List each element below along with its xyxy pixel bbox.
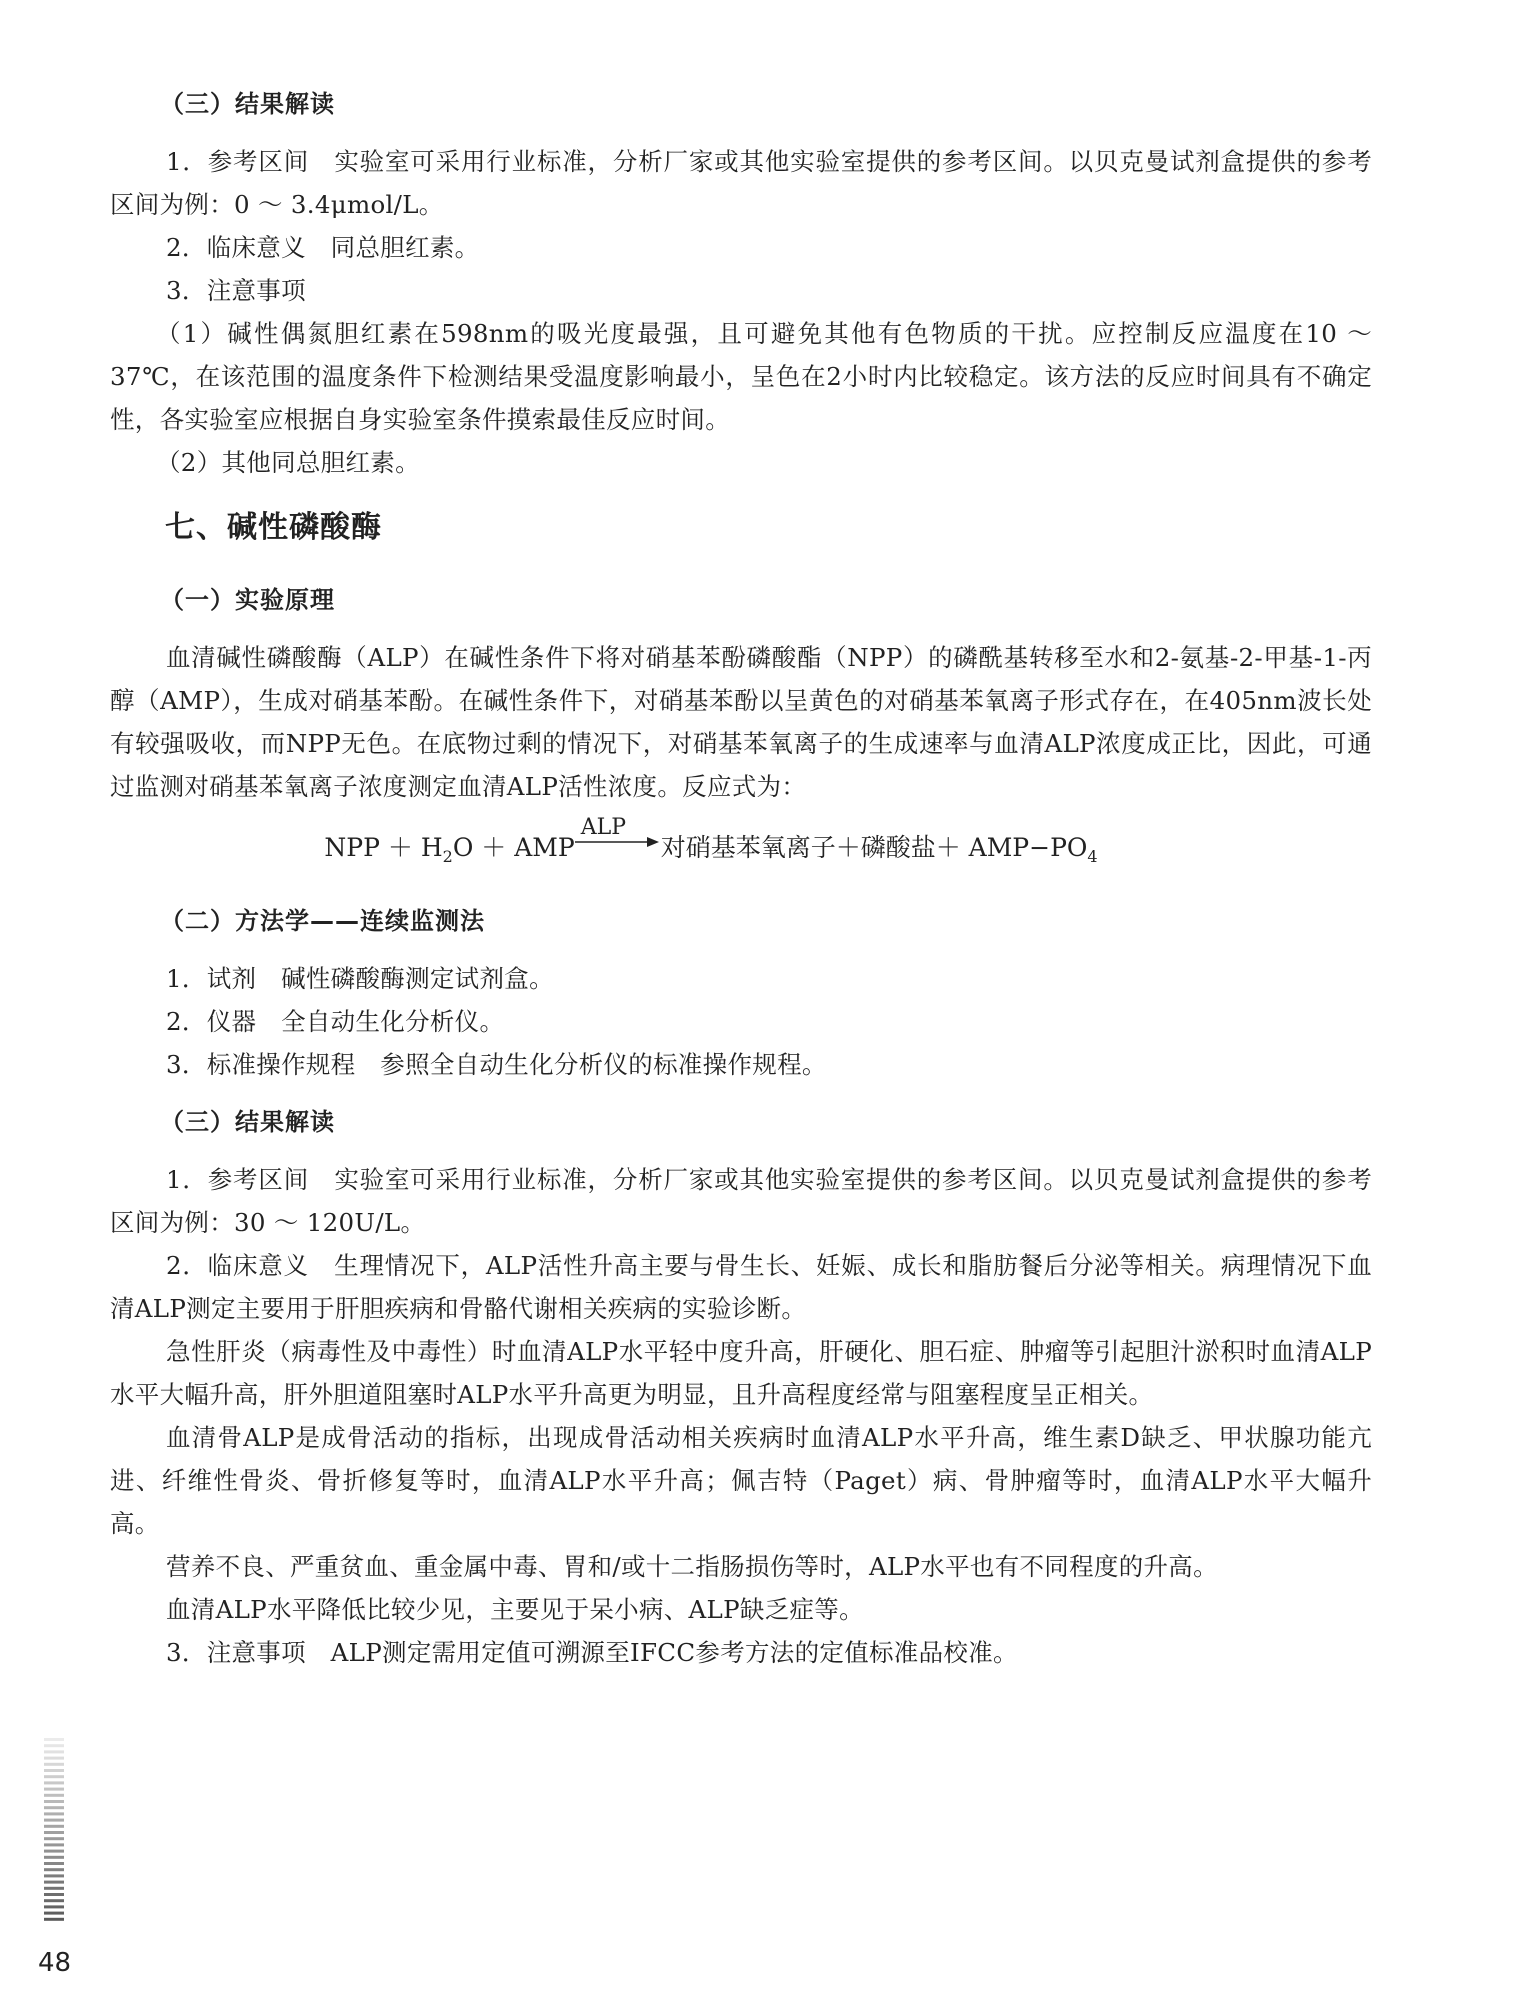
margin-bar — [44, 1918, 64, 1921]
chapter-title: 七、碱性磷酸酶 — [165, 510, 382, 545]
page-content — [110, 84, 1372, 1674]
margin-decoration-bars — [44, 1738, 64, 1928]
margin-bar — [44, 1893, 64, 1896]
margin-bar — [44, 1806, 64, 1809]
paragraph-reference-range-1: 1．参考区间 实验室可采用行业标准，分析厂家或其他实验室提供的参考区间。以贝克曼试剂盒提供的参考区间为例：0 ～ 3.4μmol/L。 — [110, 147, 1372, 219]
margin-bar — [44, 1775, 64, 1778]
margin-bar — [44, 1843, 64, 1846]
page-number: 48 — [38, 1948, 72, 1978]
paragraph-notes-title-1: 3．注意事项 — [166, 276, 306, 305]
section-heading-results-1: （三）结果解读 — [160, 90, 335, 118]
section-heading-principle: （一）实验原理 — [160, 586, 335, 614]
margin-bar — [44, 1781, 64, 1784]
formula-right-a: 对硝基苯氧离子＋磷酸盐＋ AMP−PO — [660, 833, 1088, 862]
reaction-formula — [110, 815, 1372, 877]
paragraph-bone-alp: 血清骨ALP是成骨活动的指标，出现成骨活动相关疾病时血清ALP水平升高，维生素D缺乏、甲状腺功能亢进、纤维性骨炎、骨折修复等时，血清ALP水平升高；佩吉特（Paget）病、骨肿瘤等时，血清ALP水平大幅升高。 — [110, 1423, 1372, 1538]
margin-bar — [44, 1868, 64, 1871]
formula-left-sub: 2 — [442, 847, 453, 866]
margin-bar — [44, 1757, 64, 1760]
paragraph-note-2: （2）其他同总胆红素。 — [156, 448, 420, 477]
margin-bar — [44, 1794, 64, 1797]
margin-bar — [44, 1744, 64, 1747]
arrow-label: ALP — [580, 815, 627, 840]
margin-bar — [44, 1825, 64, 1828]
margin-bar — [44, 1874, 64, 1877]
list-item-reagent: 1．试剂 碱性磷酸酶测定试剂盒。 — [166, 964, 554, 993]
paragraph-decrease: 血清ALP水平降低比较少见，主要见于呆小病、ALP缺乏症等。 — [166, 1595, 864, 1624]
margin-bar — [44, 1819, 64, 1822]
paragraph-notes-2: 3．注意事项 ALP测定需用定值可溯源至IFCC参考方法的定值标准品校准。 — [166, 1638, 1018, 1667]
paragraph-reference-range-2: 1．参考区间 实验室可采用行业标准，分析厂家或其他实验室提供的参考区间。以贝克曼试剂盒提供的参考区间为例：30 ～ 120U/L。 — [110, 1165, 1372, 1237]
section-heading-methodology: （二）方法学——连续监测法 — [160, 907, 485, 935]
margin-bar — [44, 1856, 64, 1859]
margin-bar — [44, 1912, 64, 1915]
list-item-sop: 3．标准操作规程 参照全自动生化分析仪的标准操作规程。 — [166, 1050, 827, 1079]
formula-left-a: NPP ＋ H — [324, 833, 443, 862]
paragraph-malnutrition: 营养不良、严重贫血、重金属中毒、胃和/或十二指肠损伤等时，ALP水平也有不同程度的升高。 — [166, 1552, 1218, 1581]
margin-bar — [44, 1763, 64, 1766]
margin-bar — [44, 1887, 64, 1890]
arrow-right-icon — [575, 836, 659, 848]
paragraph-clinical-significance-1: 2．临床意义 同总胆红素。 — [166, 233, 480, 262]
margin-bar — [44, 1837, 64, 1840]
margin-bar — [44, 1738, 64, 1741]
margin-bar — [44, 1750, 64, 1753]
section-heading-results-2: （三）结果解读 — [160, 1108, 335, 1136]
margin-bar — [44, 1905, 64, 1908]
margin-bar — [44, 1831, 64, 1834]
paragraph-principle: 血清碱性磷酸酶（ALP）在碱性条件下将对硝基苯酚磷酸酯（NPP）的磷酰基转移至水和2-氨基-2-甲基-1-丙醇（AMP），生成对硝基苯酚。在碱性条件下，对硝基苯酚以呈黄色的对硝基苯氧离子形式存在，在405nm波长处有较强吸收，而NPP无色。在底物过剩的情况下，对硝基苯氧离子的生成速率与血清ALP浓度成正比，因此，可通过监测对硝基苯氧离子浓度测定血清ALP活性浓度。反应式为： — [110, 643, 1372, 801]
formula-left-b: O ＋ AMP — [452, 833, 575, 862]
margin-bar — [44, 1769, 64, 1772]
margin-bar — [44, 1788, 64, 1791]
reaction-arrow — [575, 815, 661, 860]
margin-bar — [44, 1800, 64, 1803]
margin-bar — [44, 1862, 64, 1865]
list-item-instrument: 2．仪器 全自动生化分析仪。 — [166, 1007, 505, 1036]
paragraph-hepatitis: 急性肝炎（病毒性及中毒性）时血清ALP水平轻中度升高，肝硬化、胆石症、肿瘤等引起胆汁淤积时血清ALP水平大幅升高，肝外胆道阻塞时ALP水平升高更为明显，且升高程度经常与阻塞程度呈正相关。 — [110, 1337, 1372, 1409]
margin-bar — [44, 1899, 64, 1902]
paragraph-note-1: （1）碱性偶氮胆红素在598nm的吸光度最强，且可避免其他有色物质的干扰。应控制反应温度在10 ～ 37℃，在该范围的温度条件下检测结果受温度影响最小，呈色在2小时内比较稳定。该方法的反应时间具有不确定性，各实验室应根据自身实验室条件摸索最佳反应时间。 — [110, 319, 1372, 434]
margin-bar — [44, 1850, 64, 1853]
margin-bar — [44, 1881, 64, 1884]
margin-bar — [44, 1812, 64, 1815]
formula-right-sub: 4 — [1087, 847, 1098, 866]
paragraph-clinical-significance-2: 2．临床意义 生理情况下，ALP活性升高主要与骨生长、妊娠、成长和脂肪餐后分泌等相关。病理情况下血清ALP测定主要用于肝胆疾病和骨骼代谢相关疾病的实验诊断。 — [110, 1251, 1372, 1323]
